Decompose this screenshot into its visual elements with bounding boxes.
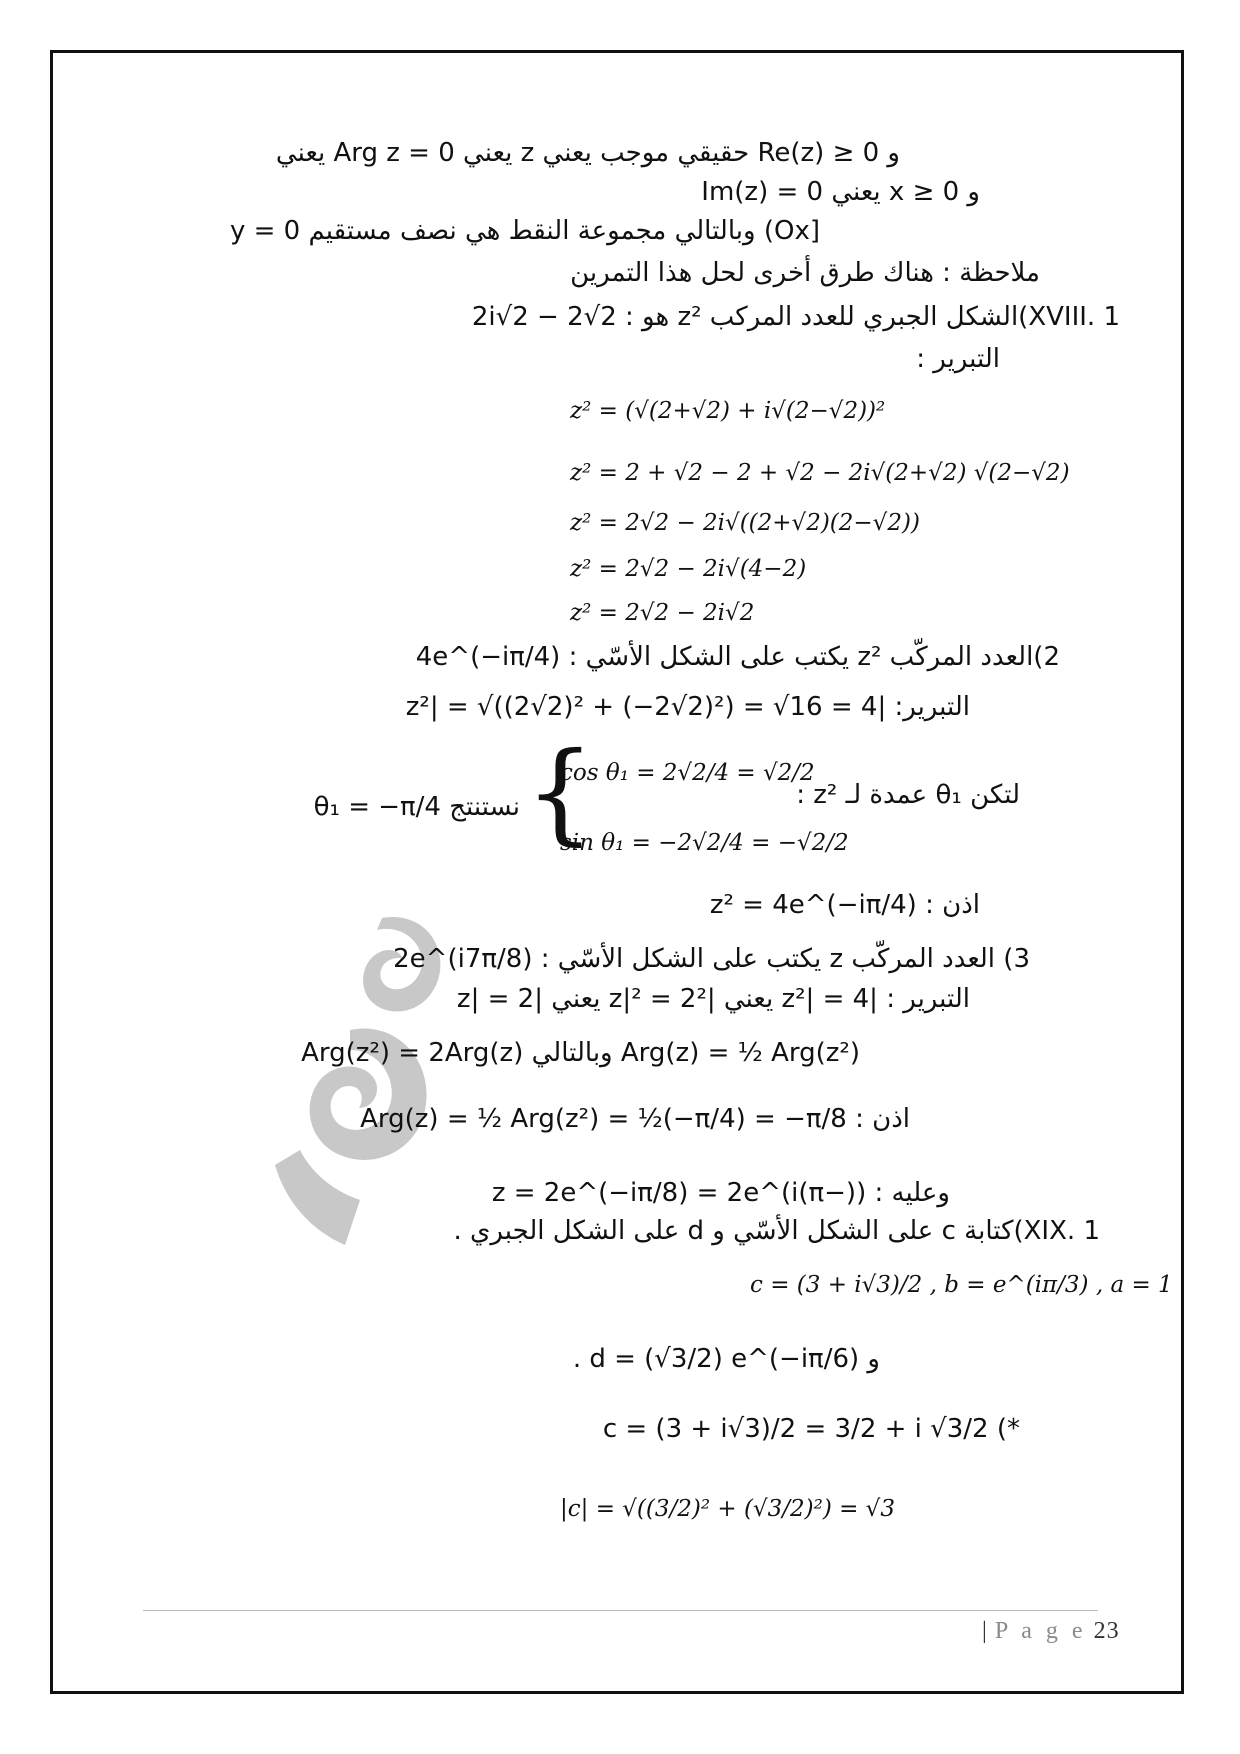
- footer-divider: [143, 1610, 1098, 1611]
- modulus-z-justification: التبرير : |z²| = 4 يعني |z|² = 2² يعني |z| = 2: [456, 984, 970, 1014]
- equation-5: z² = 2√2 − 2i√2: [570, 600, 755, 626]
- text-line-3: [Ox) وبالتالي مجموعة النقط هي نصف مستقيم y = 0: [229, 216, 820, 246]
- note-line: ملاحظة : هناك طرق أخرى لحل هذا التمرين: [570, 258, 1040, 288]
- part-2-heading: 2)العدد المركّب z² يكتب على الشكل الأسّي : 4e^(−iπ/4): [415, 642, 1060, 672]
- definitions-abc: c = (3 + i√3)/2 , b = e^(iπ/3) , a = 1: [750, 1272, 1173, 1298]
- equation-1: z² = (√(2+√2) + i√(2−√2))²: [570, 398, 886, 424]
- text-line-2: و x ≥ 0 يعني Im(z) = 0: [701, 177, 980, 207]
- argument-definition: لتكن θ₁ عمدة لـ z² :: [796, 780, 1020, 810]
- text-line-1: و Re(z) ≥ 0 حقيقي موجب يعني z يعني Arg z = 0 يعني: [275, 138, 900, 168]
- exercise-xix-heading: XIX. 1)كتابة c على الشكل الأسّي و d على الشكل الجبري .: [453, 1216, 1100, 1246]
- justification-label: التبرير :: [916, 344, 1000, 374]
- cos-equation: cos θ₁ = 2√2/4 = √2/2: [560, 760, 815, 786]
- system-brace: {: [525, 728, 595, 856]
- page-footer: [982, 1618, 1120, 1645]
- z-squared-result: اذن : z² = 4e^(−iπ/4): [709, 890, 980, 920]
- equation-2: z² = 2 + √2 − 2 + √2 − 2i√(2+√2) √(2−√2): [570, 460, 1070, 486]
- c-modulus: |c| = √((3/2)² + (√3/2)²) = √3: [560, 1496, 895, 1522]
- sin-equation: sin θ₁ = −2√2/4 = −√2/2: [560, 830, 849, 856]
- theta-conclusion: نستنتج θ₁ = −π/4: [313, 792, 520, 822]
- argument-relation: Arg(z) = ½ Arg(z²) وبالتالي Arg(z²) = 2Arg(z): [301, 1038, 860, 1068]
- equation-4: z² = 2√2 − 2i√(4−2): [570, 556, 807, 582]
- equation-3: z² = 2√2 − 2i√((2+√2)(2−√2)): [570, 510, 920, 536]
- definition-d: و d = (√3/2) e^(−iπ/6) .: [572, 1344, 880, 1374]
- argument-result: اذن : Arg(z) = ½ Arg(z²) = ½(−π/4) = −π/8: [360, 1104, 910, 1134]
- modulus-justification: التبرير: |z²| = √((2√2)² + (−2√2)²) = √16 = 4: [405, 692, 970, 722]
- page-border: [50, 50, 1184, 1694]
- exercise-xviii-heading: XVIII. 1)الشكل الجبري للعدد المركب z² هو : 2√2 − 2i√2: [471, 302, 1120, 332]
- z-exponential-result: وعليه : z = 2e^(−iπ/8) = 2e^(i(π−)): [491, 1178, 950, 1208]
- footer-page-label: P a g e: [994, 1618, 1087, 1644]
- footer-separator: |: [982, 1618, 988, 1644]
- page-number: 23: [1093, 1618, 1120, 1644]
- c-algebraic-form: *) c = (3 + i√3)/2 = 3/2 + i √3/2: [602, 1414, 1020, 1444]
- part-3-heading: 3) العدد المركّب z يكتب على الشكل الأسّي : 2e^(i7π/8): [393, 944, 1030, 974]
